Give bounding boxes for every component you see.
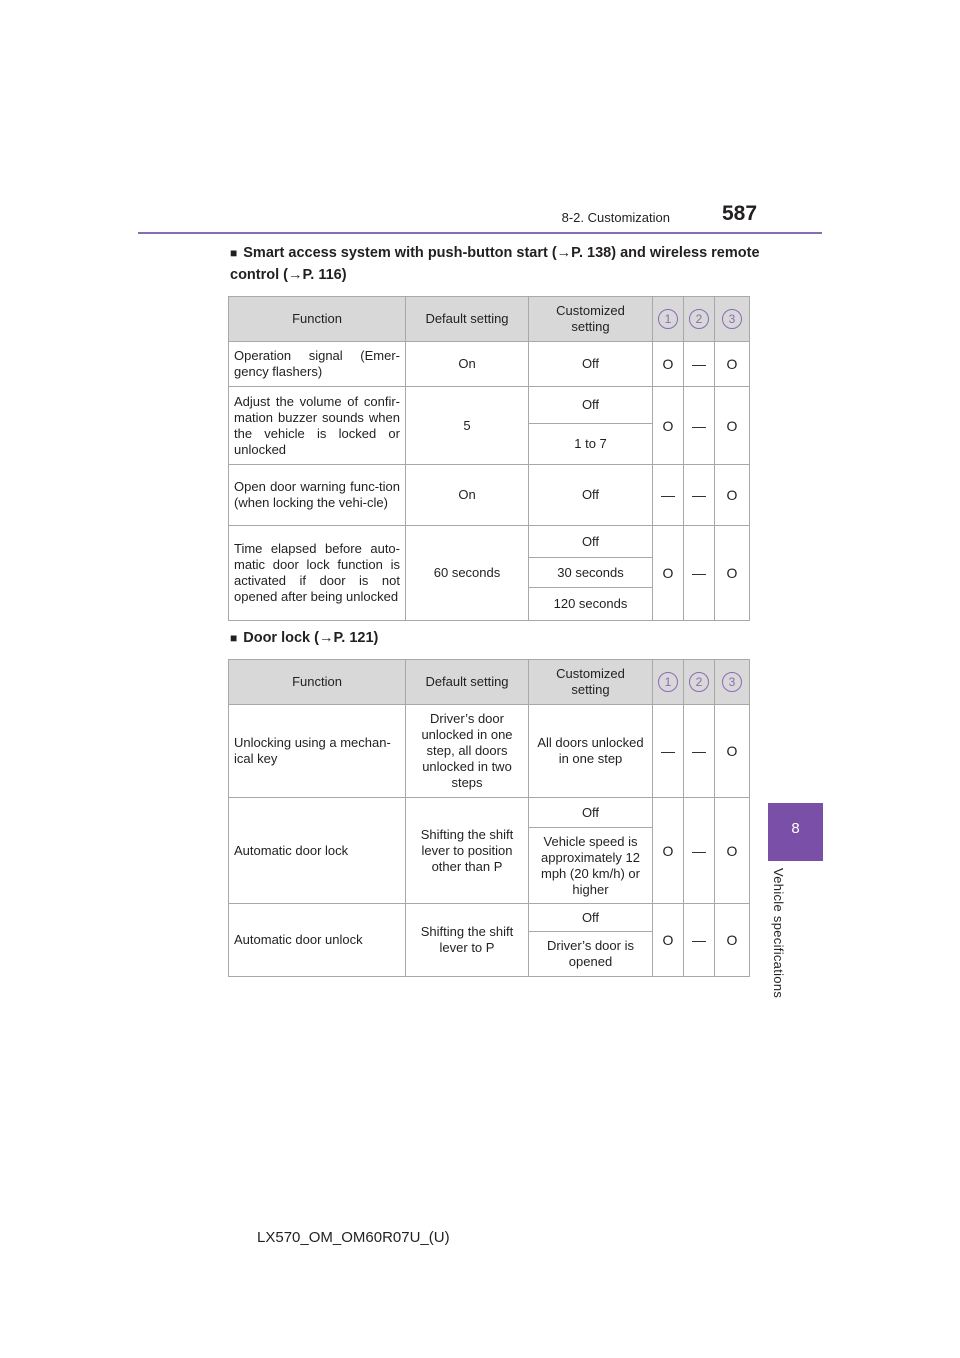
column-1-cell: O bbox=[653, 904, 684, 977]
function-cell: Open door warning func-tion (when locking the vehi-cle) bbox=[229, 465, 406, 526]
function-cell: Operation signal (Emer-gency flashers) bbox=[229, 342, 406, 387]
table-row bbox=[229, 904, 750, 932]
column-1-cell: — bbox=[653, 705, 684, 798]
chapter-label: Vehicle specifications bbox=[771, 868, 786, 999]
section-heading-text: Door lock (→P. 121) bbox=[243, 630, 379, 646]
column-3-cell: O bbox=[715, 526, 750, 621]
option-cell: Off bbox=[529, 387, 653, 424]
table-row bbox=[229, 526, 750, 558]
function-cell: Adjust the volume of confir-mation buzzer sounds when the vehicle is locked or unlocked bbox=[229, 387, 406, 465]
table-row bbox=[229, 465, 750, 526]
square-bullet-icon: ■ bbox=[230, 631, 238, 645]
table-row bbox=[229, 387, 750, 424]
page-number: 587 bbox=[722, 202, 758, 225]
option-cell: 120 seconds bbox=[529, 588, 653, 621]
section-heading-smart-access bbox=[230, 242, 760, 286]
default-cell: Shifting the shift lever to position other than P bbox=[406, 798, 529, 904]
column-1-cell: O bbox=[653, 387, 684, 465]
column-2-cell: — bbox=[684, 387, 715, 465]
column-2-cell: — bbox=[684, 705, 715, 798]
column-2-cell: — bbox=[684, 798, 715, 904]
section-heading-door-lock bbox=[230, 627, 378, 649]
table-row bbox=[229, 798, 750, 828]
option-cell: Off bbox=[529, 342, 653, 387]
column-3-cell: O bbox=[715, 904, 750, 977]
function-cell: Time elapsed before auto-matic door lock function is activated if door is not opened after being unlocked bbox=[229, 526, 406, 621]
header-default-setting: Default setting bbox=[406, 297, 529, 342]
smart-access-settings-table bbox=[228, 296, 750, 621]
document-code: LX570_OM_OM60R07U_(U) bbox=[257, 1229, 450, 1246]
circled-1-icon: 1 bbox=[658, 309, 678, 329]
column-1-cell: O bbox=[653, 798, 684, 904]
door-lock-settings-table bbox=[228, 659, 750, 977]
circled-3-icon: 3 bbox=[722, 309, 742, 329]
table-row bbox=[229, 705, 750, 798]
section-title: 8-2. Customization bbox=[561, 210, 670, 225]
column-3-cell: O bbox=[715, 705, 750, 798]
default-cell: On bbox=[406, 465, 529, 526]
column-3-cell: O bbox=[715, 387, 750, 465]
option-cell: Off bbox=[529, 526, 653, 558]
option-cell: Off bbox=[529, 465, 653, 526]
section-heading-text: Smart access system with push-button start (→P. 138) and wireless remote control (→P. 116) bbox=[230, 245, 760, 283]
option-cell: Vehicle speed is approximately 12 mph (20 km/h) or higher bbox=[529, 828, 653, 904]
table-header-row bbox=[229, 297, 750, 342]
table-header-row bbox=[229, 660, 750, 705]
default-cell: Shifting the shift lever to P bbox=[406, 904, 529, 977]
option-cell: Driver’s door is opened bbox=[529, 932, 653, 977]
column-1-cell: — bbox=[653, 465, 684, 526]
header-divider bbox=[138, 232, 822, 234]
column-3-cell: O bbox=[715, 342, 750, 387]
circled-2-icon: 2 bbox=[689, 672, 709, 692]
table-row bbox=[229, 342, 750, 387]
option-cell: 30 seconds bbox=[529, 558, 653, 588]
header-function: Function bbox=[229, 660, 406, 705]
default-cell: 60 seconds bbox=[406, 526, 529, 621]
option-cell: 1 to 7 bbox=[529, 424, 653, 465]
option-cell: Off bbox=[529, 798, 653, 828]
function-cell: Automatic door unlock bbox=[229, 904, 406, 977]
option-cell: Off bbox=[529, 904, 653, 932]
header-default-setting: Default setting bbox=[406, 660, 529, 705]
chapter-tab[interactable] bbox=[768, 803, 823, 861]
column-2-cell: — bbox=[684, 526, 715, 621]
header-function: Function bbox=[229, 297, 406, 342]
column-3-cell: O bbox=[715, 798, 750, 904]
circled-1-icon: 1 bbox=[658, 672, 678, 692]
column-2-cell: — bbox=[684, 904, 715, 977]
function-cell: Automatic door lock bbox=[229, 798, 406, 904]
option-cell: All doors unlocked in one step bbox=[529, 705, 653, 798]
header-customized-setting: Customized setting bbox=[529, 297, 653, 342]
circled-2-icon: 2 bbox=[689, 309, 709, 329]
square-bullet-icon: ■ bbox=[230, 246, 238, 260]
column-2-cell: — bbox=[684, 342, 715, 387]
header-customized-setting: Customized setting bbox=[529, 660, 653, 705]
circled-3-icon: 3 bbox=[722, 672, 742, 692]
default-cell: On bbox=[406, 342, 529, 387]
chapter-number: 8 bbox=[791, 820, 800, 837]
default-cell: 5 bbox=[406, 387, 529, 465]
column-2-cell: — bbox=[684, 465, 715, 526]
default-cell: Driver’s door unlocked in one step, all doors unlocked in two steps bbox=[406, 705, 529, 798]
column-1-cell: O bbox=[653, 526, 684, 621]
column-1-cell: O bbox=[653, 342, 684, 387]
function-cell: Unlocking using a mechan-ical key bbox=[229, 705, 406, 798]
column-3-cell: O bbox=[715, 465, 750, 526]
